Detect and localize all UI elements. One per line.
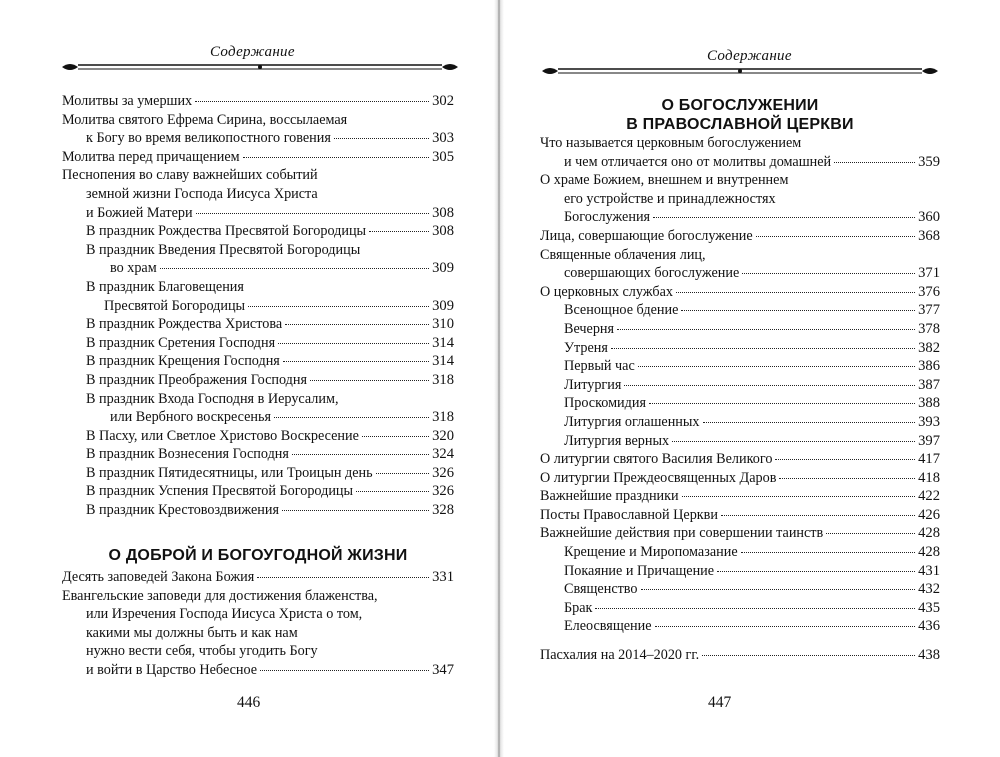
- toc-page-number: 382: [918, 339, 940, 356]
- toc-page-number: 422: [918, 488, 940, 505]
- toc-entry-title-line: Пасхалия на 2014–2020 гг.: [540, 647, 700, 663]
- dot-leader: [356, 491, 429, 492]
- toc-entry: [62, 111, 454, 148]
- toc-entry: [540, 506, 940, 525]
- toc-entry-title-line: В праздник Вознесения Господня: [86, 446, 289, 463]
- dot-leader: [682, 496, 915, 497]
- dot-leader: [721, 515, 915, 516]
- toc-entry: [540, 432, 940, 451]
- toc-page-number: 393: [918, 413, 940, 430]
- toc-entry-title-line: Покаяние и Причащение: [564, 562, 715, 579]
- toc-entry-title-line: Всенощное бдение: [564, 302, 679, 319]
- toc-page-number: 431: [918, 562, 940, 579]
- toc-entry-title-line: Утреня: [564, 339, 608, 356]
- toc-page-number: 308: [432, 204, 454, 221]
- toc-entry-title-line: и войти в Царство Небесное: [86, 661, 258, 678]
- toc-entry-title-line: к Богу во время великопостного говения: [86, 130, 331, 147]
- toc-entry-title-line: Крещение и Миропомазание: [564, 544, 738, 561]
- toc-entry-title-line: его устройстве и принадлежностях: [564, 190, 776, 207]
- toc-page-number: 371: [918, 265, 940, 282]
- toc-entry-title-line: совершающих богослужение: [564, 265, 740, 282]
- toc-page-number: 326: [432, 483, 454, 500]
- toc-page-number: 318: [432, 409, 454, 426]
- dot-leader: [702, 655, 915, 656]
- dot-leader: [742, 273, 915, 274]
- toc-entry: [540, 320, 940, 339]
- section-title-line: В ПРАВОСЛАВНОЙ ЦЕРКВИ: [626, 116, 854, 133]
- toc-page-number: 378: [918, 320, 940, 337]
- toc-entry-title-line: В праздник Успения Пресвятой Богородицы: [86, 483, 354, 500]
- dot-leader: [285, 324, 429, 325]
- toc-entry-title-line: Литургия оглашенных: [564, 413, 700, 430]
- toc-entry-title-line: Молитва святого Ефрема Сирина, воссылаемая: [62, 111, 348, 128]
- dot-leader: [196, 213, 430, 214]
- toc-entry: [540, 301, 940, 320]
- toc-entry-title-line: Литургия: [564, 376, 622, 393]
- dot-leader: [595, 608, 915, 609]
- toc-entry: [540, 450, 940, 469]
- toc-page-number: 418: [918, 469, 940, 486]
- toc-entry-title-line: В праздник Рождества Христова: [86, 316, 283, 333]
- toc-entry: [62, 166, 454, 222]
- dot-leader: [611, 348, 915, 349]
- toc-entry-title-line: В праздник Крестовоздвижения: [86, 502, 279, 519]
- toc-page-number: 428: [918, 525, 940, 542]
- dot-leader: [278, 343, 429, 344]
- toc-list: [540, 646, 940, 665]
- toc-entry-title-line: нужно вести себя, чтобы угодить Богу: [86, 643, 318, 660]
- section-title-line: О БОГОСЛУЖЕНИИ: [661, 97, 819, 114]
- toc-entry: [540, 487, 940, 506]
- toc-entry: [62, 482, 454, 501]
- toc-list: [62, 92, 454, 520]
- toc-entry-title-line: Важнейшие праздники: [540, 488, 679, 505]
- toc-entry-title-line: во храм: [110, 260, 157, 277]
- toc-entry: [62, 148, 454, 167]
- dot-leader: [160, 268, 429, 269]
- toc-entry: [540, 376, 940, 395]
- dot-leader: [257, 577, 429, 578]
- toc-entry-title-line: О церковных службах: [540, 283, 674, 300]
- toc-page-number: 376: [918, 283, 940, 300]
- toc-entry-title-line: О литургии святого Василия Великого: [540, 451, 773, 468]
- toc-entry-title-line: Богослужения: [564, 209, 651, 226]
- toc-entry: [540, 617, 940, 636]
- toc-page-number: 320: [432, 427, 454, 444]
- toc-entry: [540, 562, 940, 581]
- dot-leader: [638, 366, 915, 367]
- dot-leader: [834, 162, 915, 163]
- toc-entry: [62, 315, 454, 334]
- dot-leader: [703, 422, 916, 423]
- toc-entry: [62, 464, 454, 483]
- running-head: Содержание: [707, 48, 792, 64]
- toc-page-number: 438: [918, 647, 940, 663]
- toc-list: [540, 134, 940, 636]
- dot-leader: [282, 510, 429, 511]
- toc-entry: [62, 278, 454, 315]
- toc-entry: [540, 543, 940, 562]
- running-head: Содержание: [210, 44, 295, 60]
- toc-entry-title-line: Что называется церковным богослужением: [540, 135, 802, 151]
- toc-entry: [62, 92, 454, 111]
- dot-leader: [274, 417, 429, 418]
- toc-entry-title-line: Песнопения во славу важнейших событий: [62, 167, 318, 184]
- toc-page-number: 310: [432, 316, 454, 333]
- toc-entry: [540, 599, 940, 618]
- toc-entry-title-line: В праздник Введения Пресвятой Богородицы: [86, 241, 361, 258]
- toc-page-number: 388: [918, 395, 940, 412]
- toc-entry: [540, 646, 940, 665]
- toc-entry: [540, 469, 940, 488]
- section-title: О ДОБРОЙ И БОГОУГОДНОЙ ЖИЗНИ: [108, 547, 408, 564]
- dot-leader: [243, 157, 429, 158]
- toc-entry-title-line: Молитва перед причащением: [62, 148, 240, 165]
- toc-entry: [540, 246, 940, 283]
- toc-entry-title-line: В праздник Входа Господня в Иерусалим,: [86, 390, 339, 407]
- toc-page-number: 428: [918, 544, 940, 561]
- toc-entry: [62, 352, 454, 371]
- toc-entry-title-line: Пресвятой Богородицы: [104, 297, 246, 314]
- dot-leader: [369, 231, 429, 232]
- left-page: [0, 0, 495, 757]
- toc-page-number: 360: [918, 209, 940, 226]
- dot-leader: [310, 380, 429, 381]
- dot-leader: [672, 441, 915, 442]
- toc-page-number: 305: [432, 148, 454, 165]
- toc-page-number: 309: [432, 260, 454, 277]
- toc-page-number: 417: [918, 451, 940, 468]
- toc-page-number: 386: [918, 358, 940, 375]
- page-number: 447: [708, 694, 732, 711]
- dot-leader: [283, 361, 429, 362]
- toc-entry-title-line: Вечерня: [564, 320, 615, 337]
- toc-entry-title-line: В Пасху, или Светлое Христово Воскресение: [86, 427, 359, 444]
- dot-leader: [195, 101, 429, 102]
- toc-entry-title-line: В праздник Крещения Господня: [86, 353, 280, 370]
- page-number: 446: [237, 694, 261, 711]
- toc-page-number: 347: [432, 661, 454, 678]
- dot-leader: [717, 571, 915, 572]
- toc-entry-title-line: В праздник Пятидесятницы, или Троицын день: [86, 464, 373, 481]
- toc-entry: [62, 445, 454, 464]
- toc-entry: [62, 390, 454, 427]
- toc-entry-title-line: и Божией Матери: [86, 204, 193, 221]
- dot-leader: [826, 533, 915, 534]
- toc-entry-title-line: О литургии Преждеосвященных Даров: [540, 469, 777, 486]
- toc-page-number: 432: [918, 581, 940, 598]
- ornament-rule: [540, 64, 940, 78]
- dot-leader: [624, 385, 915, 386]
- toc-entry-title-line: Священство: [564, 581, 638, 598]
- toc-page-number: 326: [432, 464, 454, 481]
- right-page: [500, 0, 1000, 757]
- toc-entry-title-line: или Изречения Господа Иисуса Христа о том,: [86, 606, 363, 623]
- toc-entry: [540, 283, 940, 302]
- toc-entry: [62, 241, 454, 278]
- toc-entry-title-line: Брак: [564, 599, 593, 616]
- toc-page-number: 308: [432, 223, 454, 240]
- toc-page-number: 331: [432, 569, 454, 585]
- dot-leader: [655, 626, 916, 627]
- toc-entry: [540, 339, 940, 358]
- dot-leader: [676, 292, 915, 293]
- toc-entry: [540, 357, 940, 376]
- toc-page-number: 436: [918, 618, 940, 635]
- toc-entry-title-line: Десять заповедей Закона Божия: [62, 569, 255, 585]
- toc-entry-title-line: Лица, совершающие богослужение: [540, 227, 753, 244]
- toc-entry-title-line: или Вербного воскресенья: [110, 409, 272, 426]
- toc-entry-title-line: Посты Православной Церкви: [540, 506, 718, 523]
- toc-entry: [62, 501, 454, 520]
- dot-leader: [362, 436, 429, 437]
- toc-entry-title-line: Литургия верных: [564, 432, 670, 449]
- toc-entry: [540, 413, 940, 432]
- toc-page-number: 302: [432, 93, 454, 109]
- dot-leader: [681, 310, 915, 311]
- toc-entry-title-line: В праздник Преображения Господня: [86, 371, 308, 388]
- toc-page-number: 426: [918, 506, 940, 523]
- toc-page-number: 324: [432, 446, 454, 463]
- toc-entry: [62, 334, 454, 353]
- toc-entry: [62, 427, 454, 446]
- toc-entry-title-line: Молитвы за умерших: [62, 93, 193, 109]
- dot-leader: [756, 236, 915, 237]
- dot-leader: [617, 329, 915, 330]
- toc-entry-title-line: Проскомидия: [564, 395, 646, 412]
- dot-leader: [292, 454, 429, 455]
- dot-leader: [248, 306, 429, 307]
- toc-entry: [540, 171, 940, 227]
- toc-entry: [62, 371, 454, 390]
- toc-entry-title-line: Важнейшие действия при совершении таинств: [540, 525, 824, 542]
- toc-entry-title-line: О храме Божием, внешнем и внутреннем: [540, 172, 789, 189]
- toc-page-number: 435: [918, 599, 940, 616]
- ornament-rule: [60, 60, 460, 74]
- toc-page-number: 377: [918, 302, 940, 319]
- toc-entry-title-line: какими мы должны быть и как нам: [86, 624, 298, 641]
- toc-entry-title-line: Евангельские заповеди для достижения блаженства,: [62, 587, 378, 604]
- toc-entry-title-line: Священные облачения лиц,: [540, 246, 706, 263]
- toc-entry: [62, 568, 454, 587]
- toc-page-number: 387: [918, 376, 940, 393]
- dot-leader: [653, 217, 915, 218]
- toc-page-number: 318: [432, 371, 454, 388]
- toc-entry-title-line: Елеосвящение: [564, 618, 652, 635]
- toc-entry: [62, 222, 454, 241]
- section-title: [540, 96, 940, 134]
- toc-entry-title-line: В праздник Рождества Пресвятой Богородицы: [86, 223, 367, 240]
- dot-leader: [334, 138, 429, 139]
- toc-entry-title-line: В праздник Благовещения: [86, 278, 244, 295]
- dot-leader: [376, 473, 430, 474]
- toc-entry: [540, 134, 940, 171]
- toc-entry-title-line: и чем отличается оно от молитвы домашней: [564, 153, 832, 170]
- toc-page-number: 397: [918, 432, 940, 449]
- toc-page-number: 359: [918, 153, 940, 170]
- toc-entry-title-line: В праздник Сретения Господня: [86, 334, 276, 351]
- toc-entry: [540, 227, 940, 246]
- toc-list: [62, 568, 454, 680]
- dot-leader: [260, 670, 429, 671]
- dot-leader: [779, 478, 915, 479]
- toc-page-number: 314: [432, 353, 454, 370]
- toc-entry-title-line: Первый час: [564, 358, 635, 375]
- toc-page-number: 314: [432, 334, 454, 351]
- toc-entry: [540, 580, 940, 599]
- toc-entry-title-line: земной жизни Господа Иисуса Христа: [86, 185, 318, 202]
- dot-leader: [641, 589, 916, 590]
- toc-page-number: 303: [432, 130, 454, 147]
- toc-page-number: 309: [432, 297, 454, 314]
- toc-page-number: 328: [432, 502, 454, 519]
- toc-entry: [540, 394, 940, 413]
- dot-leader: [649, 403, 915, 404]
- toc-entry: [62, 587, 454, 680]
- toc-page-number: 368: [918, 227, 940, 244]
- toc-entry: [540, 524, 940, 543]
- dot-leader: [741, 552, 915, 553]
- dot-leader: [775, 459, 915, 460]
